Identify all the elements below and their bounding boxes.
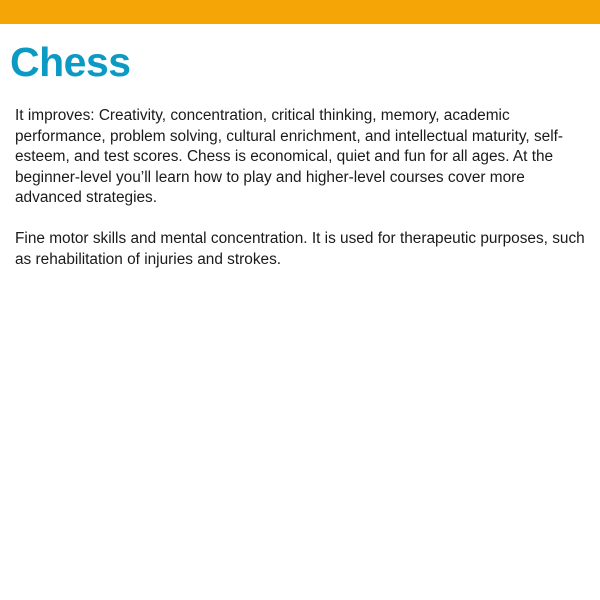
page-title: Chess: [10, 39, 131, 85]
top-accent-bar: [0, 0, 600, 24]
therapy-paragraph: Fine motor skills and mental concentration. It is used for therapeutic purposes, such as rehabilitation of injuries and strokes.: [15, 230, 585, 268]
benefits-paragraph: It improves: Creativity, concentration, critical thinking, memory, academic performance, problem solving, cultural enrichment, and intellectual maturity, self-esteem, and test scores. Chess is economical, quiet and fun for all ages. At the beginner-level you’ll learn how to play and higher-level courses cover more advanced strategies.: [15, 107, 564, 206]
description-body: [15, 106, 590, 291]
